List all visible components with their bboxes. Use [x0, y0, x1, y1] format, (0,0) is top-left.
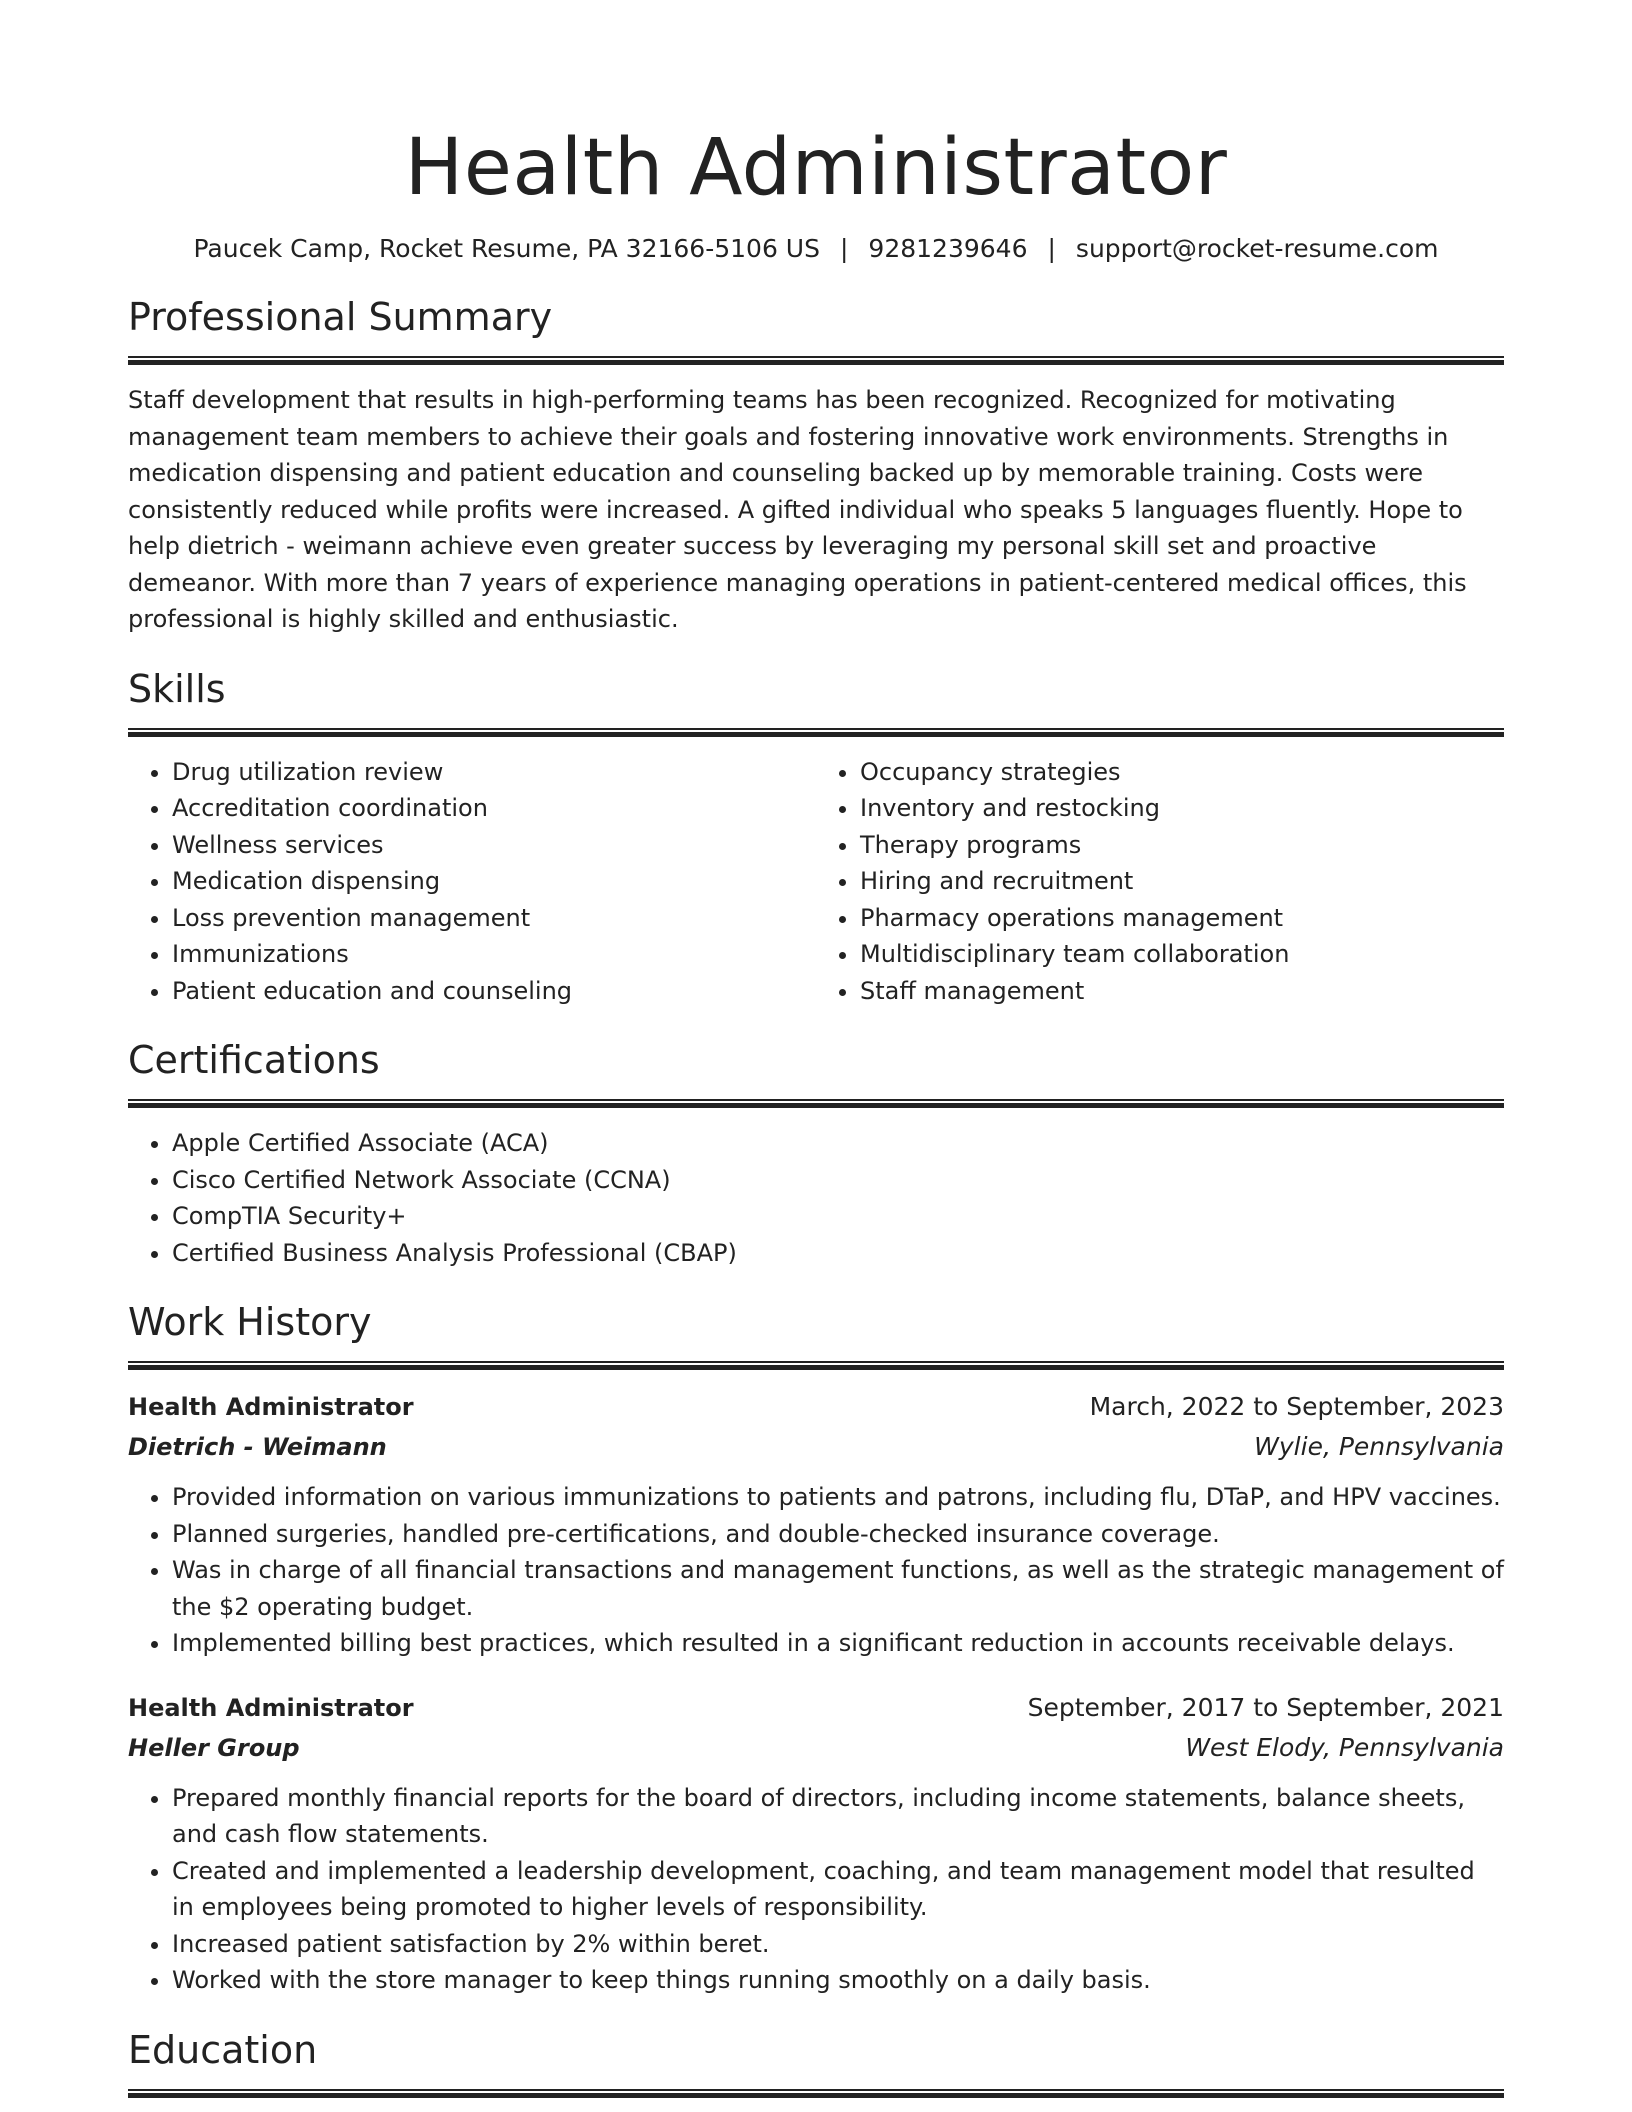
certification-item: • Cisco Certified Network Associate (CCNA) [172, 1162, 1504, 1199]
summary-heading: Professional Summary [128, 294, 1504, 358]
skills-heading: Skills [128, 666, 1504, 730]
skills-columns [128, 754, 1504, 1010]
job-title: Health Administrator [128, 1393, 414, 1421]
contact-separator: | [1047, 234, 1056, 263]
education-heading: Education [128, 2027, 1504, 2091]
job-bullet: • Worked with the store manager to keep things running smoothly on a daily basis. [172, 1962, 1504, 1999]
skill-item: • Accreditation coordination [172, 790, 816, 827]
job-company: Dietrich - Weimann [128, 1433, 387, 1461]
education-section [128, 2027, 1504, 2091]
job-location: West Elody, Pennsylvania [1185, 1732, 1504, 1762]
skill-item: • Therapy programs [860, 827, 1504, 864]
contact-separator: | [839, 234, 849, 263]
work-history-heading: Work History [128, 1299, 1504, 1363]
skills-list-left [128, 754, 816, 1010]
job-bullet: • Increased patient satisfaction by 2% within beret. [172, 1926, 1504, 1963]
skill-item: • Immunizations [172, 936, 816, 973]
job-dates: March, 2022 to September, 2023 [1089, 1392, 1504, 1421]
job-dates: September, 2017 to September, 2021 [1027, 1692, 1504, 1722]
job-bullet: • Was in charge of all financial transactions and management functions, as well as the strategic management of the $2 operating budget. [172, 1552, 1504, 1625]
skill-item: • Pharmacy operations management [860, 900, 1504, 937]
job-bullet: • Planned surgeries, handled pre-certifications, and double-checked insurance coverage. [172, 1516, 1504, 1553]
certification-item: • Certified Business Analysis Professional (CBAP) [172, 1235, 1504, 1272]
skill-item: • Patient education and counseling [172, 973, 816, 1010]
skill-item: • Medication dispensing [172, 863, 816, 900]
job-bullets [128, 1479, 1504, 1662]
job-bullet: • Created and implemented a leadership development, coaching, and team management model that resulted in employees being promoted to higher levels of responsibility. [172, 1853, 1504, 1926]
job-title: Health Administrator [128, 1693, 414, 1722]
job-bullet: • Provided information on various immunizations to patients and patrons, including flu, DTaP, and HPV vaccines. [172, 1479, 1504, 1516]
contact-phone: 9281239646 [868, 234, 1028, 263]
summary-section [128, 294, 1504, 638]
job-bullet: • Implemented billing best practices, which resulted in a significant reduction in accounts receivable delays. [172, 1625, 1504, 1662]
certifications-list [128, 1125, 1504, 1271]
certification-item: • Apple Certified Associate (ACA) [172, 1125, 1504, 1162]
certifications-heading: Certifications [128, 1037, 1504, 1101]
skill-item: • Hiring and recruitment [860, 863, 1504, 900]
skills-list-right [816, 754, 1504, 1010]
job-location: Wylie, Pennsylvania [1254, 1432, 1504, 1461]
job-bullets [128, 1780, 1504, 1999]
contact-email: support@rocket-resume.com [1075, 234, 1439, 263]
job-entry [128, 1688, 1504, 1999]
skill-item: • Loss prevention management [172, 900, 816, 937]
certifications-section [128, 1037, 1504, 1271]
job-bullet: • Prepared monthly financial reports for the board of directors, including income statements, balance sheets, and cash flow statements. [172, 1780, 1504, 1853]
resume-name: Health Administrator [404, 123, 1228, 213]
contact-address: Paucek Camp, Rocket Resume, PA 32166-5106 US [193, 234, 820, 263]
job-company: Heller Group [128, 1733, 300, 1762]
skill-item: • Staff management [860, 973, 1504, 1010]
contact-line [128, 232, 1504, 266]
skill-item: • Drug utilization review [172, 754, 816, 791]
certification-item: • CompTIA Security+ [172, 1198, 1504, 1235]
summary-text: Staff development that results in high-performing teams has been recognized. Recognized for motivating management team members to achieve their goals and fostering innovative work environments. Strengths in medication dispensing and patient education and counseling backed up by memorable training. Costs were consistently reduced while profits were increased. A gifted individual who speaks 5 languages fluently. Hope to help dietrich - weimann achieve even greater success by leveraging my personal skill set and proactive demeanor. With more than 7 years of experience managing operations in patient-centered medical offices, this professional is highly skilled and enthusiastic. [128, 386, 1467, 633]
resume-content [128, 120, 1504, 2091]
skills-section [128, 666, 1504, 1010]
skill-item: • Inventory and restocking [860, 790, 1504, 827]
work-history-section [128, 1299, 1504, 1999]
skill-item: • Multidisciplinary team collaboration [860, 936, 1504, 973]
skill-item: • Occupancy strategies [860, 754, 1504, 791]
job-entry [128, 1387, 1504, 1662]
skill-item: • Wellness services [172, 827, 816, 864]
